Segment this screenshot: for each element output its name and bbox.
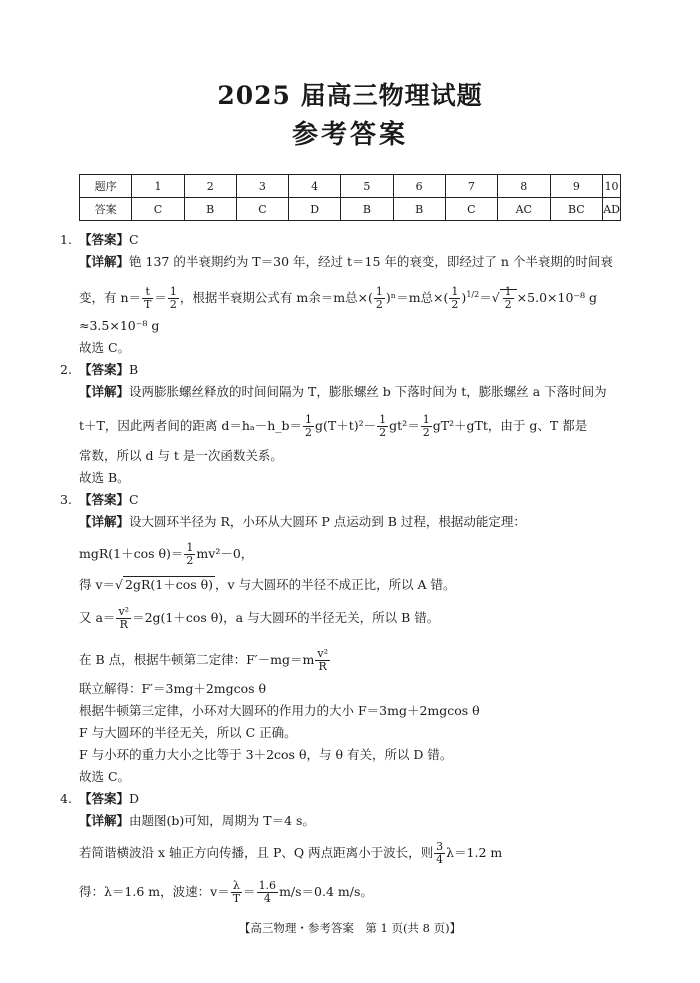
fraction bbox=[231, 880, 242, 905]
detail-line bbox=[79, 648, 639, 673]
numerator: 1 bbox=[186, 541, 194, 554]
question-number: 1. bbox=[60, 232, 72, 247]
formula-text: )ⁿ＝m总×( bbox=[385, 290, 449, 306]
answer-value: C bbox=[129, 492, 139, 507]
denominator: R bbox=[119, 618, 128, 631]
numerator: 1 bbox=[375, 285, 383, 299]
answer-line bbox=[79, 359, 639, 381]
detail-line bbox=[79, 251, 639, 273]
answer-cell: C bbox=[445, 198, 497, 221]
numerator: 1 bbox=[305, 413, 313, 426]
detail-text: 由题图(b)可知，周期为 T＝4 s。 bbox=[129, 813, 315, 828]
detail-line bbox=[79, 841, 639, 866]
numerator: λ bbox=[231, 880, 242, 893]
fraction bbox=[449, 286, 460, 311]
answer-table-answer-row bbox=[80, 198, 621, 221]
fraction bbox=[142, 286, 153, 311]
detail-text: 常数，所以 d 与 t 是一次函数关系。 bbox=[79, 448, 283, 463]
fraction bbox=[421, 414, 432, 439]
formula-text: m/s＝0.4 m/s。 bbox=[279, 884, 373, 899]
answer-cell: C bbox=[132, 198, 184, 221]
detail-line: 变，有 n＝ $\frac{t}{T}$ ＝ $\frac{1}{2}$ ，根据半衰期公式有 m余＝m总×( $\frac{1}{2}$ )ⁿ＝m总×( $\frac{1}{2}$ )$^{1/2}$＝√ $\frac{1}{2}$ ×5.0×10⁻⁸ g bbox=[79, 285, 597, 312]
detail-tag: 【详解】 bbox=[79, 514, 130, 529]
fraction bbox=[303, 414, 314, 439]
fraction bbox=[315, 648, 330, 673]
document-subtitle: 参考答案 bbox=[291, 120, 408, 150]
answer-cell: B bbox=[341, 198, 393, 221]
answer-cell: B bbox=[393, 198, 445, 221]
denominator: 2 bbox=[504, 298, 512, 312]
fraction bbox=[168, 286, 179, 311]
fraction bbox=[503, 286, 514, 311]
fraction bbox=[257, 880, 279, 905]
formula-text: t＋T，因此两者间的距离 d＝hₐ－h_b＝ bbox=[79, 418, 303, 433]
detail-text: 铯 137 的半衰期约为 T＝30 年，经过 t＝15 年的衰变，即经过了 n 个半衰期的时间衰 bbox=[129, 254, 613, 269]
fraction bbox=[377, 414, 388, 439]
detail-tag: 【详解】 bbox=[79, 254, 130, 269]
detail-line bbox=[79, 511, 639, 533]
numerator: v² bbox=[118, 605, 130, 618]
detail-text: 根据牛顿第三定律，小环对大圆环的作用力的大小 F＝3mg＋2mgcos θ bbox=[79, 703, 480, 718]
formula-text: mv²－0， bbox=[196, 546, 254, 561]
question-number: 3. bbox=[60, 492, 72, 507]
question-number-cell: 8 bbox=[498, 175, 551, 198]
question-number-cell: 1 bbox=[132, 175, 184, 198]
detail-text: 设大圆环半径为 R，小环从大圆环 P 点运动到 B 过程，根据动能定理： bbox=[129, 514, 526, 529]
formula-text: gt²＝ bbox=[389, 418, 420, 433]
detail-tag: 【详解】 bbox=[79, 813, 130, 828]
question-number-cell: 10 bbox=[603, 175, 621, 198]
answer-value: D bbox=[129, 791, 140, 806]
fraction bbox=[374, 286, 385, 311]
formula-text: 变，有 n＝ bbox=[79, 290, 142, 306]
conclusion-text: 故选 C。 bbox=[79, 769, 131, 784]
formula-text: ×5.0×10⁻⁸ g bbox=[516, 290, 597, 306]
detail-line bbox=[79, 810, 639, 832]
denominator: T bbox=[144, 298, 152, 312]
detail-text: 设两膨胀螺丝释放的时间间隔为 T，膨胀螺丝 b 下落时间为 t，膨胀螺丝 a 下落时间为 bbox=[129, 384, 607, 399]
denominator: 4 bbox=[263, 892, 271, 905]
numerator: 1.6 bbox=[258, 879, 277, 892]
table-row-label: 答案 bbox=[80, 198, 132, 221]
detail-text: 联立解得：F′＝3mg＋2mgcos θ bbox=[79, 681, 267, 696]
question-number-cell: 7 bbox=[445, 175, 497, 198]
detail-line: 得 v＝√ 2gR(1＋cos θ) ，v 与大圆环的半径不成正比，所以 A 错。 bbox=[79, 577, 456, 592]
detail-line bbox=[79, 414, 639, 439]
denominator: 2 bbox=[451, 298, 459, 312]
question-number-cell: 5 bbox=[341, 175, 393, 198]
question-number-cell: 9 bbox=[550, 175, 603, 198]
answer-tag: 【答案】 bbox=[79, 362, 130, 377]
formula-text: ，根据半衰期公式有 m余＝m总×( bbox=[179, 290, 373, 306]
answer-cell: B bbox=[184, 198, 236, 221]
formula-text: 又 a＝ bbox=[79, 610, 116, 625]
detail-text: F 与小环的重力大小之比等于 3＋2cos θ，与 θ 有关，所以 D 错。 bbox=[79, 747, 453, 762]
numerator: 3 bbox=[436, 840, 444, 853]
denominator: 2 bbox=[375, 298, 383, 312]
denominator: 2 bbox=[305, 426, 313, 439]
answer-value: B bbox=[129, 362, 139, 377]
formula-text: gT²＋gTt，由于 g、T 都是 bbox=[432, 418, 588, 433]
denominator: 2 bbox=[422, 426, 430, 439]
answer-cell: AD bbox=[603, 198, 621, 221]
conclusion-text: 故选 C。 bbox=[79, 340, 131, 355]
numerator: 1 bbox=[169, 285, 177, 299]
conclusion-text: 故选 B。 bbox=[79, 470, 130, 485]
formula-text: ) bbox=[461, 290, 467, 306]
table-row-label: 题序 bbox=[80, 175, 132, 198]
denominator: 4 bbox=[436, 853, 444, 866]
document-title: 2025 届高三物理试题 bbox=[217, 81, 483, 110]
numerator: 1 bbox=[451, 285, 459, 299]
denominator: R bbox=[318, 660, 327, 673]
detail-tag: 【详解】 bbox=[79, 384, 130, 399]
question-number: 4. bbox=[60, 791, 72, 806]
question-number-cell: 6 bbox=[393, 175, 445, 198]
formula-text: λ＝1.2 m bbox=[446, 845, 503, 860]
numerator: v² bbox=[317, 647, 328, 660]
formula-text: 在 B 点，根据牛顿第二定律：F′－mg＝m bbox=[79, 652, 315, 667]
answer-table bbox=[79, 174, 621, 221]
detail-text: ≈3.5×10⁻⁸ g bbox=[79, 318, 160, 333]
answer-cell: D bbox=[289, 198, 341, 221]
formula-text: 得 v＝ bbox=[79, 577, 116, 592]
detail-line bbox=[79, 381, 639, 403]
exponent: 1/2 bbox=[466, 290, 480, 299]
answer-tag: 【答案】 bbox=[79, 791, 130, 806]
answer-table-number-row bbox=[80, 175, 621, 198]
fraction bbox=[434, 841, 445, 866]
numerator: 1 bbox=[504, 285, 512, 299]
formula-text: ＝ bbox=[479, 290, 492, 306]
page-footer: 【高三物理・参考答案 第 1 页(共 8 页)】 bbox=[238, 921, 462, 935]
detail-line bbox=[79, 880, 639, 905]
fraction bbox=[116, 606, 131, 631]
question-number-cell: 4 bbox=[289, 175, 341, 198]
detail-text: F 与大圆环的半径无关，所以 C 正确。 bbox=[79, 725, 297, 740]
answer-cell: C bbox=[236, 198, 288, 221]
formula-text: ，v 与大圆环的半径不成正比，所以 A 错。 bbox=[215, 577, 456, 592]
formula-text: g(T＋t)²－ bbox=[315, 418, 377, 433]
answer-line bbox=[79, 788, 639, 810]
answer-tag: 【答案】 bbox=[79, 492, 130, 507]
fraction bbox=[184, 542, 195, 567]
formula-text: 若简谐横波沿 x 轴正方向传播，且 P、Q 两点距离小于波长，则 bbox=[79, 845, 434, 860]
answer-cell: AC bbox=[498, 198, 551, 221]
detail-line bbox=[79, 606, 639, 631]
numerator: t bbox=[142, 286, 153, 299]
answer-line bbox=[79, 489, 639, 511]
numerator: 1 bbox=[422, 413, 430, 426]
denominator: T bbox=[232, 892, 241, 905]
sqrt bbox=[500, 285, 517, 312]
answer-cell: BC bbox=[550, 198, 603, 221]
answer-line bbox=[79, 229, 639, 251]
formula-text: 得：λ＝1.6 m，波速：v＝ bbox=[79, 884, 230, 899]
question-number-cell: 3 bbox=[236, 175, 288, 198]
answer-tag: 【答案】 bbox=[79, 232, 130, 247]
formula-text: ＝ bbox=[243, 884, 256, 899]
question-number: 2. bbox=[60, 362, 72, 377]
detail-line bbox=[79, 542, 639, 567]
formula-text: ＝2g(1＋cos θ)，a 与大圆环的半径无关，所以 B 错。 bbox=[132, 610, 440, 625]
denominator: 2 bbox=[169, 298, 177, 312]
sqrt: 2gR(1＋cos θ) bbox=[125, 577, 214, 592]
denominator: 2 bbox=[379, 426, 387, 439]
answer-value: C bbox=[129, 232, 139, 247]
formula-text: mgR(1＋cos θ)＝ bbox=[79, 546, 184, 561]
denominator: 2 bbox=[186, 554, 194, 567]
numerator: 1 bbox=[379, 413, 387, 426]
question-number-cell: 2 bbox=[184, 175, 236, 198]
